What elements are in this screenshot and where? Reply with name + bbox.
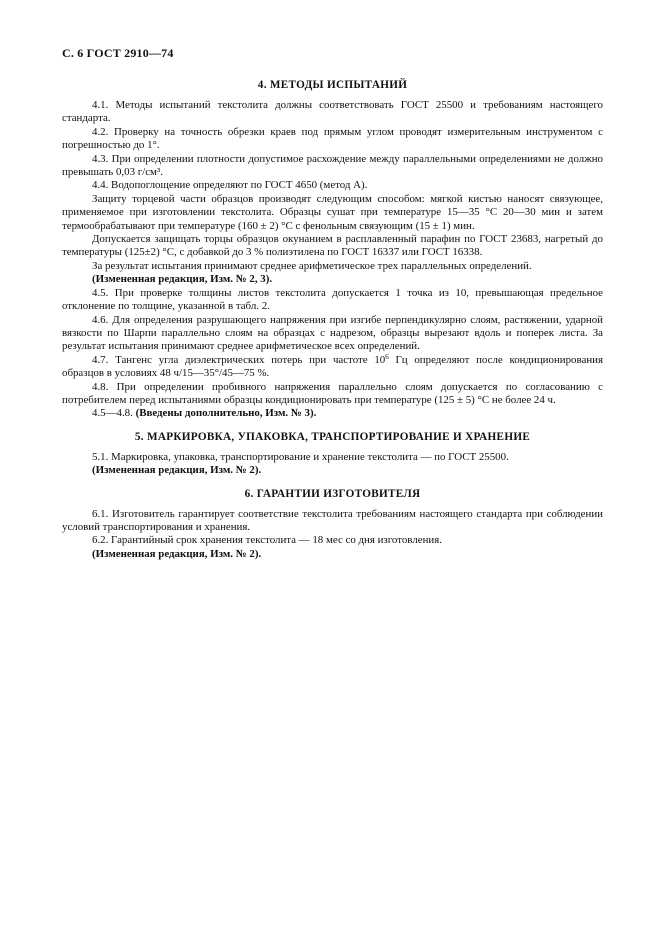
paragraph-4-5: 4.5. При проверке толщины листов текстолита допускается 1 точка из 10, превышающая предельное отклонение по толщине, указанной в табл. 2.	[62, 286, 603, 313]
section-heading-warranty: 6. ГАРАНТИИ ИЗГОТОВИТЕЛЯ	[244, 487, 421, 500]
paragraph-4-7-start: 4.7. Тангенс угла диэлектрических потерь при частоте 10	[92, 353, 386, 366]
paragraph-6-2: 6.2. Гарантийный срок хранения текстолита — 18 мес со дня изготовления.	[92, 534, 442, 547]
amendment-note-3	[62, 407, 603, 420]
amendment-note-3-range: 4.5—4.8.	[92, 407, 133, 420]
paragraph-4-8: 4.8. При определении пробивного напряжения параллельно слоям допускается по согласованию с потребителем перед испытаниями образцы кондиционировать при температуре (125 ± 5) °С не более 24 ч.	[62, 380, 603, 406]
amendment-note-3-text: (Введены дополнительно, Изм. № 3).	[135, 407, 317, 420]
amendment-note-2-section-6: (Измененная редакция, Изм. № 2).	[92, 547, 262, 560]
amendment-note-2-3: (Измененная редакция, Изм. № 2, 3).	[92, 273, 273, 286]
paragraph-4-3: 4.3. При определении плотности допустимое расхождение между параллельными определениями не должно превышать 0,03 г/см³.	[62, 152, 603, 179]
paragraph-4-2: 4.2. Проверку на точность обрезки краев под прямым углом проводят измерительным инструментом с погрешностью до 1°.	[62, 125, 603, 152]
paragraph-4-1: 4.1. Методы испытаний текстолита должны соответствовать ГОСТ 25500 и требованиям настоящего стандарта.	[62, 99, 603, 125]
paragraph-4-4-protection: Защиту торцевой части образцов производят следующим способом: мягкой кистью наносят связующее, применяемое при изготовлении текстолита. Образцы сушат при температуре 15—35 °С 20—30 мин и затем термообрабатывают при температуре (160 ± 2) °С с фенольным связующим (15 ± 1) мин.	[62, 192, 603, 232]
paragraph-4-7-end: Гц определяют после кондиционирования образцов в условиях 48 ч/15—35°/45—75 %.	[62, 353, 603, 380]
section-heading-marking: 5. МАРКИРОВКА, УПАКОВКА, ТРАНСПОРТИРОВАНИЕ И ХРАНЕНИЕ	[134, 430, 531, 443]
amendment-note-2-section-5: (Измененная редакция, Изм. № 2).	[92, 464, 262, 477]
paragraph-4-4-paraffin: Допускается защищать торцы образцов окунанием в расплавленный парафин по ГОСТ 23683, нагретый до температуры (125±2) °С, с добавкой до 3 % полиэтилена по ГОСТ 16337 или ГОСТ 16338.	[62, 233, 603, 259]
paragraph-4-4-result: За результат испытания принимают среднее арифметическое трех параллельных определений.	[92, 259, 532, 272]
paragraph-4-6: 4.6. Для определения разрушающего напряжения при изгибе перпендикулярно слоям, растяжении, ударной вязкости по Шарпи параллельно слоям на образцах с надрезом, образцы вырезают вдоль и поперек листа. За результат испытания принимают среднее арифметическое всех определений.	[62, 313, 603, 353]
paragraph-4-7	[62, 354, 603, 381]
running-title: С. 6 ГОСТ 2910—74	[62, 46, 174, 60]
section-heading-methods: 4. МЕТОДЫ ИСПЫТАНИЙ	[257, 79, 408, 91]
paragraph-4-7-exponent: 6	[385, 352, 389, 361]
paragraph-6-1: 6.1. Изготовитель гарантирует соответствие текстолита требованиям настоящего стандарта при соблюдении условий транспортирования и хранения.	[62, 507, 603, 533]
paragraph-5-1: 5.1. Маркировка, упаковка, транспортирование и хранение текстолита — по ГОСТ 25500.	[92, 450, 509, 463]
paragraph-4-4: 4.4. Водопоглощение определяют по ГОСТ 4650 (метод А).	[92, 179, 368, 192]
